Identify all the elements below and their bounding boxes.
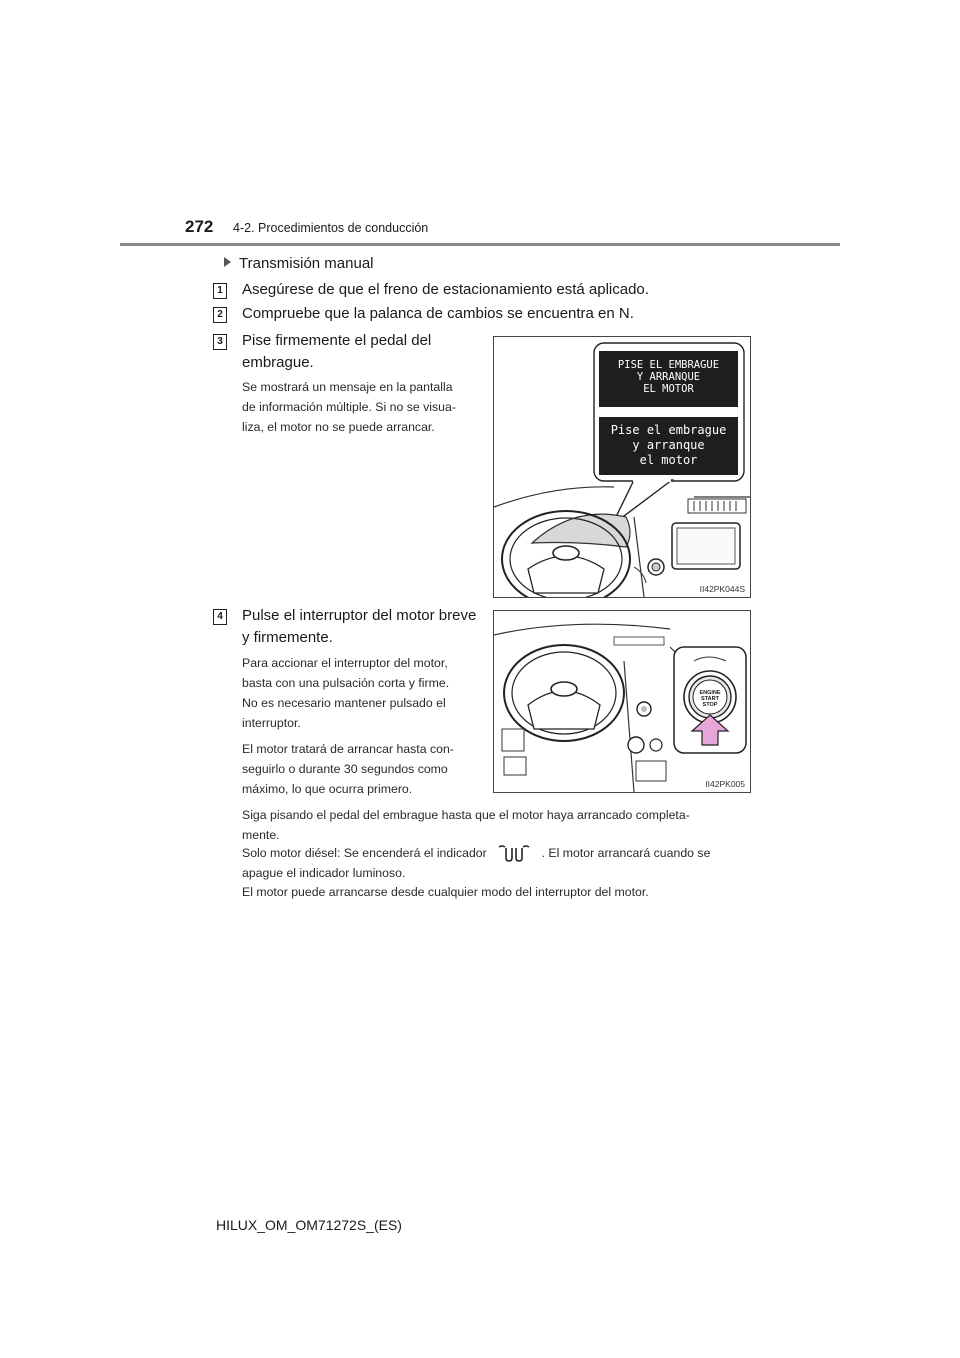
- button-label-line-2: START: [701, 696, 719, 702]
- figure-engine-switch: [493, 610, 751, 793]
- diesel-text-before: Solo motor diésel: Se encenderá el indicador: [242, 846, 487, 860]
- step-4-note-2: [242, 739, 481, 799]
- button-label-line-3: STOP: [702, 702, 718, 708]
- step-number-2: 2: [213, 307, 227, 323]
- step-3-line-2: embrague.: [242, 354, 314, 371]
- step-4-line-1: Pulse el interruptor del motor breve: [242, 607, 477, 624]
- step-4-line-2: y firmemente.: [242, 629, 333, 646]
- paragraph-clutch: [242, 805, 747, 845]
- step-4-note-1-line-3: No es necesario mantener pulsado el: [242, 696, 446, 710]
- lcd-message-upper: [599, 359, 738, 395]
- lcd-lower-line-2: y arranque: [632, 438, 705, 452]
- paragraph-diesel: [242, 843, 747, 883]
- lcd-lower-line-1: Pise el embrague: [610, 423, 727, 437]
- figure-1-code: II42PK044S: [699, 584, 745, 594]
- lcd-upper-line-2: Y ARRANQUE: [636, 371, 701, 383]
- subheading-text: Transmisión manual: [239, 255, 374, 272]
- lcd-upper-line-3: EL MOTOR: [643, 383, 694, 395]
- step-1-text: Asegúrese de que el freno de estacionamiento está aplicado.: [242, 281, 649, 298]
- footer-document-code: HILUX_OM_OM71272S_(ES): [216, 1217, 402, 1233]
- step-3-note-line-2: de información múltiple. Si no se visua-: [242, 400, 456, 414]
- lcd-lower-line-3: el motor: [639, 453, 698, 467]
- step-4-note-2-line-2: seguirlo o durante 30 segundos como: [242, 762, 448, 776]
- diesel-text-after: . El motor arrancará cuando se: [541, 846, 711, 860]
- step-4-text: [242, 605, 481, 649]
- paragraph-diesel-line-2: apague el indicador luminoso.: [242, 866, 406, 880]
- lcd-upper-line-1: PISE EL EMBRAGUE: [617, 359, 720, 371]
- step-3-line-1: Pise firmemente el pedal del: [242, 332, 432, 349]
- step-4-note-2-line-3: máximo, lo que ocurra primero.: [242, 782, 413, 796]
- step-3-note-line-3: liza, el motor no se puede arrancar.: [242, 420, 435, 434]
- subheading: [224, 255, 374, 272]
- step-number-3: 3: [213, 334, 227, 350]
- figure-2-code: II42PK005: [705, 779, 745, 789]
- step-4-note-1-line-1: Para accionar el interruptor del motor,: [242, 656, 448, 670]
- figure-display-message: [493, 336, 751, 598]
- step-3-note: [242, 377, 481, 437]
- button-label-line-1: ENGINE: [699, 690, 721, 696]
- step-number-1: 1: [213, 283, 227, 299]
- step-3-text: [242, 330, 481, 374]
- step-2-text: Compruebe que la palanca de cambios se encuentra en N.: [242, 305, 634, 322]
- paragraph-clutch-line-2: mente.: [242, 828, 280, 842]
- step-4-note-1-line-2: basta con una pulsación corta y firme.: [242, 676, 450, 690]
- paragraph-clutch-line-1: Siga pisando el pedal del embrague hasta que el motor haya arrancado completa-: [242, 808, 690, 822]
- step-3-note-line-1: Se mostrará un mensaje en la pantalla: [242, 380, 453, 394]
- triangle-bullet-icon: [224, 257, 231, 267]
- step-4-note-2-line-1: El motor tratará de arrancar hasta con-: [242, 742, 454, 756]
- paragraph-switch-mode: El motor puede arrancarse desde cualquier modo del interruptor del motor.: [242, 885, 649, 899]
- step-number-4: 4: [213, 609, 227, 625]
- lcd-message-lower: [599, 423, 738, 468]
- engine-start-stop-button: [693, 690, 727, 708]
- step-4-note-1-line-4: interruptor.: [242, 716, 301, 730]
- glow-plug-indicator-icon: [496, 844, 532, 862]
- step-4-note-1: [242, 653, 481, 733]
- paragraph-diesel-line-1: [242, 843, 747, 863]
- section-title: 4-2. Procedimientos de conducción: [233, 221, 429, 235]
- page-number: 272: [185, 217, 214, 236]
- header-rule: [120, 243, 840, 246]
